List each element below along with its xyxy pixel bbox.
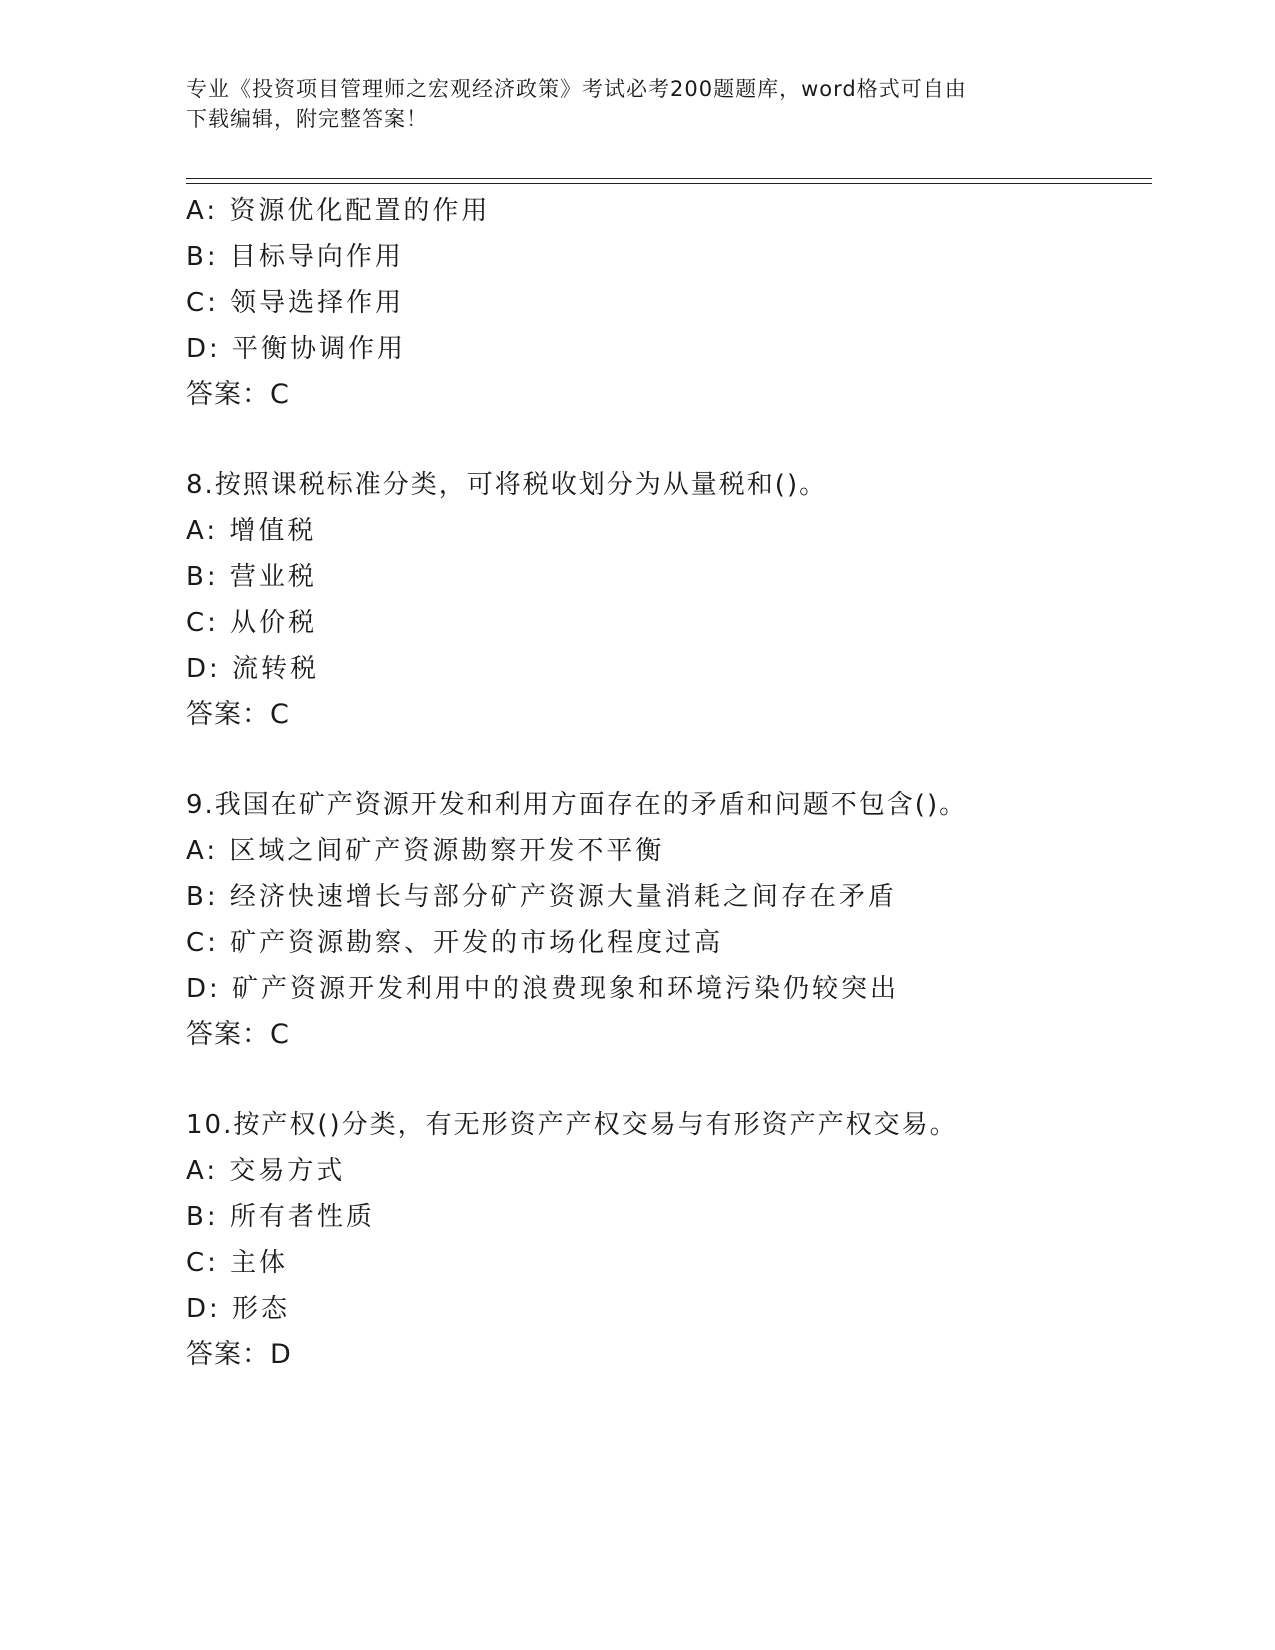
question-text: 10.按产权()分类，有无形资产产权交易与有形资产产权交易。 bbox=[186, 1110, 958, 1140]
question-block-7 bbox=[186, 188, 1166, 418]
question-spacer bbox=[186, 1058, 1166, 1102]
option-a: A: 交易方式 bbox=[186, 1156, 346, 1186]
header-line-2: 下载编辑，附完整答案！ bbox=[186, 107, 428, 131]
answer-line: 答案：C bbox=[186, 699, 290, 730]
option-c: C: 从价税 bbox=[186, 608, 318, 638]
document-header bbox=[186, 74, 1066, 134]
question-list bbox=[186, 188, 1166, 1378]
option-a: A: 区域之间矿产资源勘察开发不平衡 bbox=[186, 836, 665, 866]
answer-line: 答案：C bbox=[186, 379, 290, 410]
question-spacer bbox=[186, 738, 1166, 782]
question-block-10 bbox=[186, 1102, 1166, 1378]
option-d: D: 矿产资源开发利用中的浪费现象和环境污染仍较突出 bbox=[186, 974, 900, 1004]
option-b: B: 目标导向作用 bbox=[186, 242, 404, 272]
question-block-9 bbox=[186, 782, 1166, 1058]
option-a: A: 增值税 bbox=[186, 516, 317, 546]
option-b: B: 经济快速增长与部分矿产资源大量消耗之间存在矛盾 bbox=[186, 882, 897, 912]
header-divider-top bbox=[186, 178, 1152, 179]
option-b: B: 所有者性质 bbox=[186, 1202, 375, 1232]
question-text: 9.我国在矿产资源开发和利用方面存在的矛盾和问题不包含()。 bbox=[186, 790, 968, 820]
option-d: D: 流转税 bbox=[186, 654, 320, 684]
option-d: D: 平衡协调作用 bbox=[186, 334, 407, 364]
option-b: B: 营业税 bbox=[186, 562, 317, 592]
option-c: C: 主体 bbox=[186, 1248, 289, 1278]
option-c: C: 矿产资源勘察、开发的市场化程度过高 bbox=[186, 928, 724, 958]
question-text: 8.按照课税标准分类，可将税收划分为从量税和()。 bbox=[186, 470, 828, 500]
header-line-1: 专业《投资项目管理师之宏观经济政策》考试必考200题题库，word格式可自由 bbox=[186, 77, 967, 101]
answer-line: 答案：D bbox=[186, 1339, 292, 1370]
option-a: A: 资源优化配置的作用 bbox=[186, 196, 491, 226]
header-divider-bottom bbox=[186, 183, 1152, 184]
question-spacer bbox=[186, 418, 1166, 462]
option-c: C: 领导选择作用 bbox=[186, 288, 405, 318]
option-d: D: 形态 bbox=[186, 1294, 291, 1324]
question-block-8 bbox=[186, 462, 1166, 738]
answer-line: 答案：C bbox=[186, 1019, 290, 1050]
